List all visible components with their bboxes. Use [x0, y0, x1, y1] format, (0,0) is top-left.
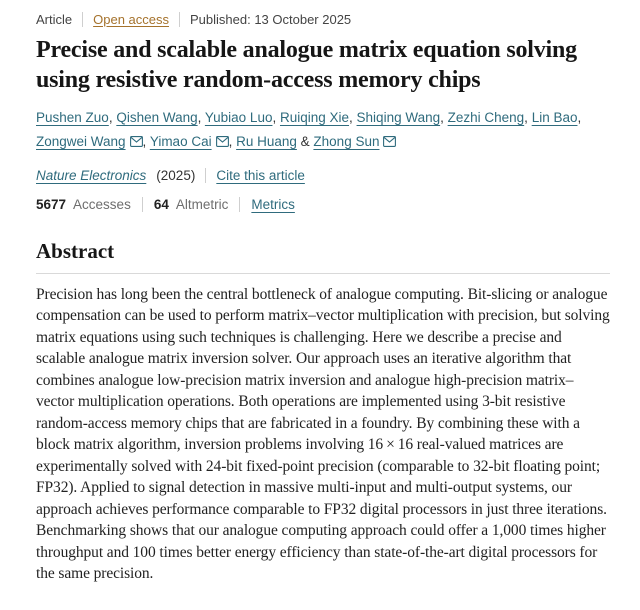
author-link[interactable]: Zhong Sun: [313, 134, 380, 150]
author-link[interactable]: Yimao Cai: [149, 134, 212, 150]
abstract-text: Precision has long been the central bottleneck of analogue computing. Bit-slicing or analogue compensation can be used to perform matrix–vector multiplication with precision, but solving matrix equations using such techniques is challenging. Here we describe a precise and scalable analogue matrix inversion solver. Our approach uses an iterative algorithm that combines analogue low-precision matrix inversion and analogue high-precision matrix–vector multiplication operations. Both operations are implemented using 3-bit resistive random-access memory chips that are fabricated in a foundry. By combining these with a block matrix algorithm, inversion problems involving 16 × 16 real-valued matrices are experimentally solved with 24-bit fixed-point precision (comparable to 32-bit floating point; FP32). Applied to signal detection in massive multi-input and multi-output systems, our approach achieves performance comparable to FP32 digital processors in just three iterations. Benchmarking shows that our analogue computing approach could offer a 1,000 times higher throughput and 100 times better energy efficiency than state-of-the-art digital processors for the same precision.: [36, 285, 610, 583]
author-entry: [150, 134, 236, 149]
journal-row: [36, 168, 610, 183]
separator: [82, 12, 83, 27]
author-link[interactable]: Yubiao Luo: [204, 110, 273, 126]
abstract-heading: Abstract: [36, 238, 115, 263]
separator: [179, 12, 180, 27]
author-separator: ,: [440, 110, 448, 126]
separator: [205, 168, 206, 183]
author-entry: [280, 110, 357, 125]
metrics-link[interactable]: Metrics: [251, 196, 295, 212]
accesses-label: Accesses: [73, 196, 131, 212]
author-entry: [205, 110, 280, 125]
author-separator: ,: [349, 110, 357, 126]
open-access-link[interactable]: Open access: [93, 12, 169, 27]
separator: [142, 197, 143, 212]
author-separator: ,: [524, 110, 532, 126]
journal-link[interactable]: Nature Electronics: [36, 167, 147, 183]
page-title: Precise and scalable analogue matrix equation solving using resistive random-access memory chips: [36, 37, 577, 94]
abstract-divider: [36, 273, 610, 274]
altmetric-count: 64: [153, 196, 169, 212]
separator: [239, 197, 240, 212]
author-link[interactable]: Qishen Wang: [116, 110, 198, 126]
author-entry: [36, 134, 150, 149]
author-entry: [313, 134, 396, 149]
altmetric-label: Altmetric: [175, 196, 229, 212]
author-link[interactable]: Ru Huang: [236, 134, 297, 150]
author-link[interactable]: Lin Bao: [531, 110, 578, 126]
author-link[interactable]: Shiqing Wang: [356, 110, 441, 126]
author-link[interactable]: Zezhi Cheng: [447, 110, 525, 126]
author-link[interactable]: Zongwei Wang: [36, 134, 126, 150]
accesses-metric: [36, 197, 131, 212]
author-entry: [36, 110, 116, 125]
published-date: Published: 13 October 2025: [190, 12, 352, 27]
author-separator: &: [296, 134, 314, 150]
cite-this-article-link[interactable]: Cite this article: [216, 167, 305, 183]
author-link[interactable]: Ruiqing Xie: [279, 110, 350, 126]
journal-year: (2025): [156, 167, 196, 183]
article-meta-row: [36, 12, 610, 27]
author-entry: [357, 110, 448, 125]
author-separator: ,: [272, 110, 280, 126]
authors-byline: [36, 106, 610, 154]
author-separator: ,: [228, 134, 237, 150]
author-entry: [532, 110, 585, 125]
email-icon[interactable]: [216, 131, 229, 155]
altmetric-metric: [154, 197, 229, 212]
author-entry: [116, 110, 205, 125]
article-type-label: Article: [36, 12, 73, 27]
email-icon[interactable]: [130, 131, 143, 155]
author-separator: ,: [108, 110, 117, 126]
accesses-count: 5677: [36, 196, 67, 212]
author-separator: ,: [142, 134, 150, 150]
author-separator: ,: [197, 110, 205, 126]
email-icon[interactable]: [383, 131, 396, 155]
author-entry: [448, 110, 532, 125]
metrics-row: [36, 197, 610, 212]
author-entry: [236, 134, 313, 149]
author-separator: ,: [577, 110, 585, 126]
author-link[interactable]: Pushen Zuo: [36, 110, 109, 126]
